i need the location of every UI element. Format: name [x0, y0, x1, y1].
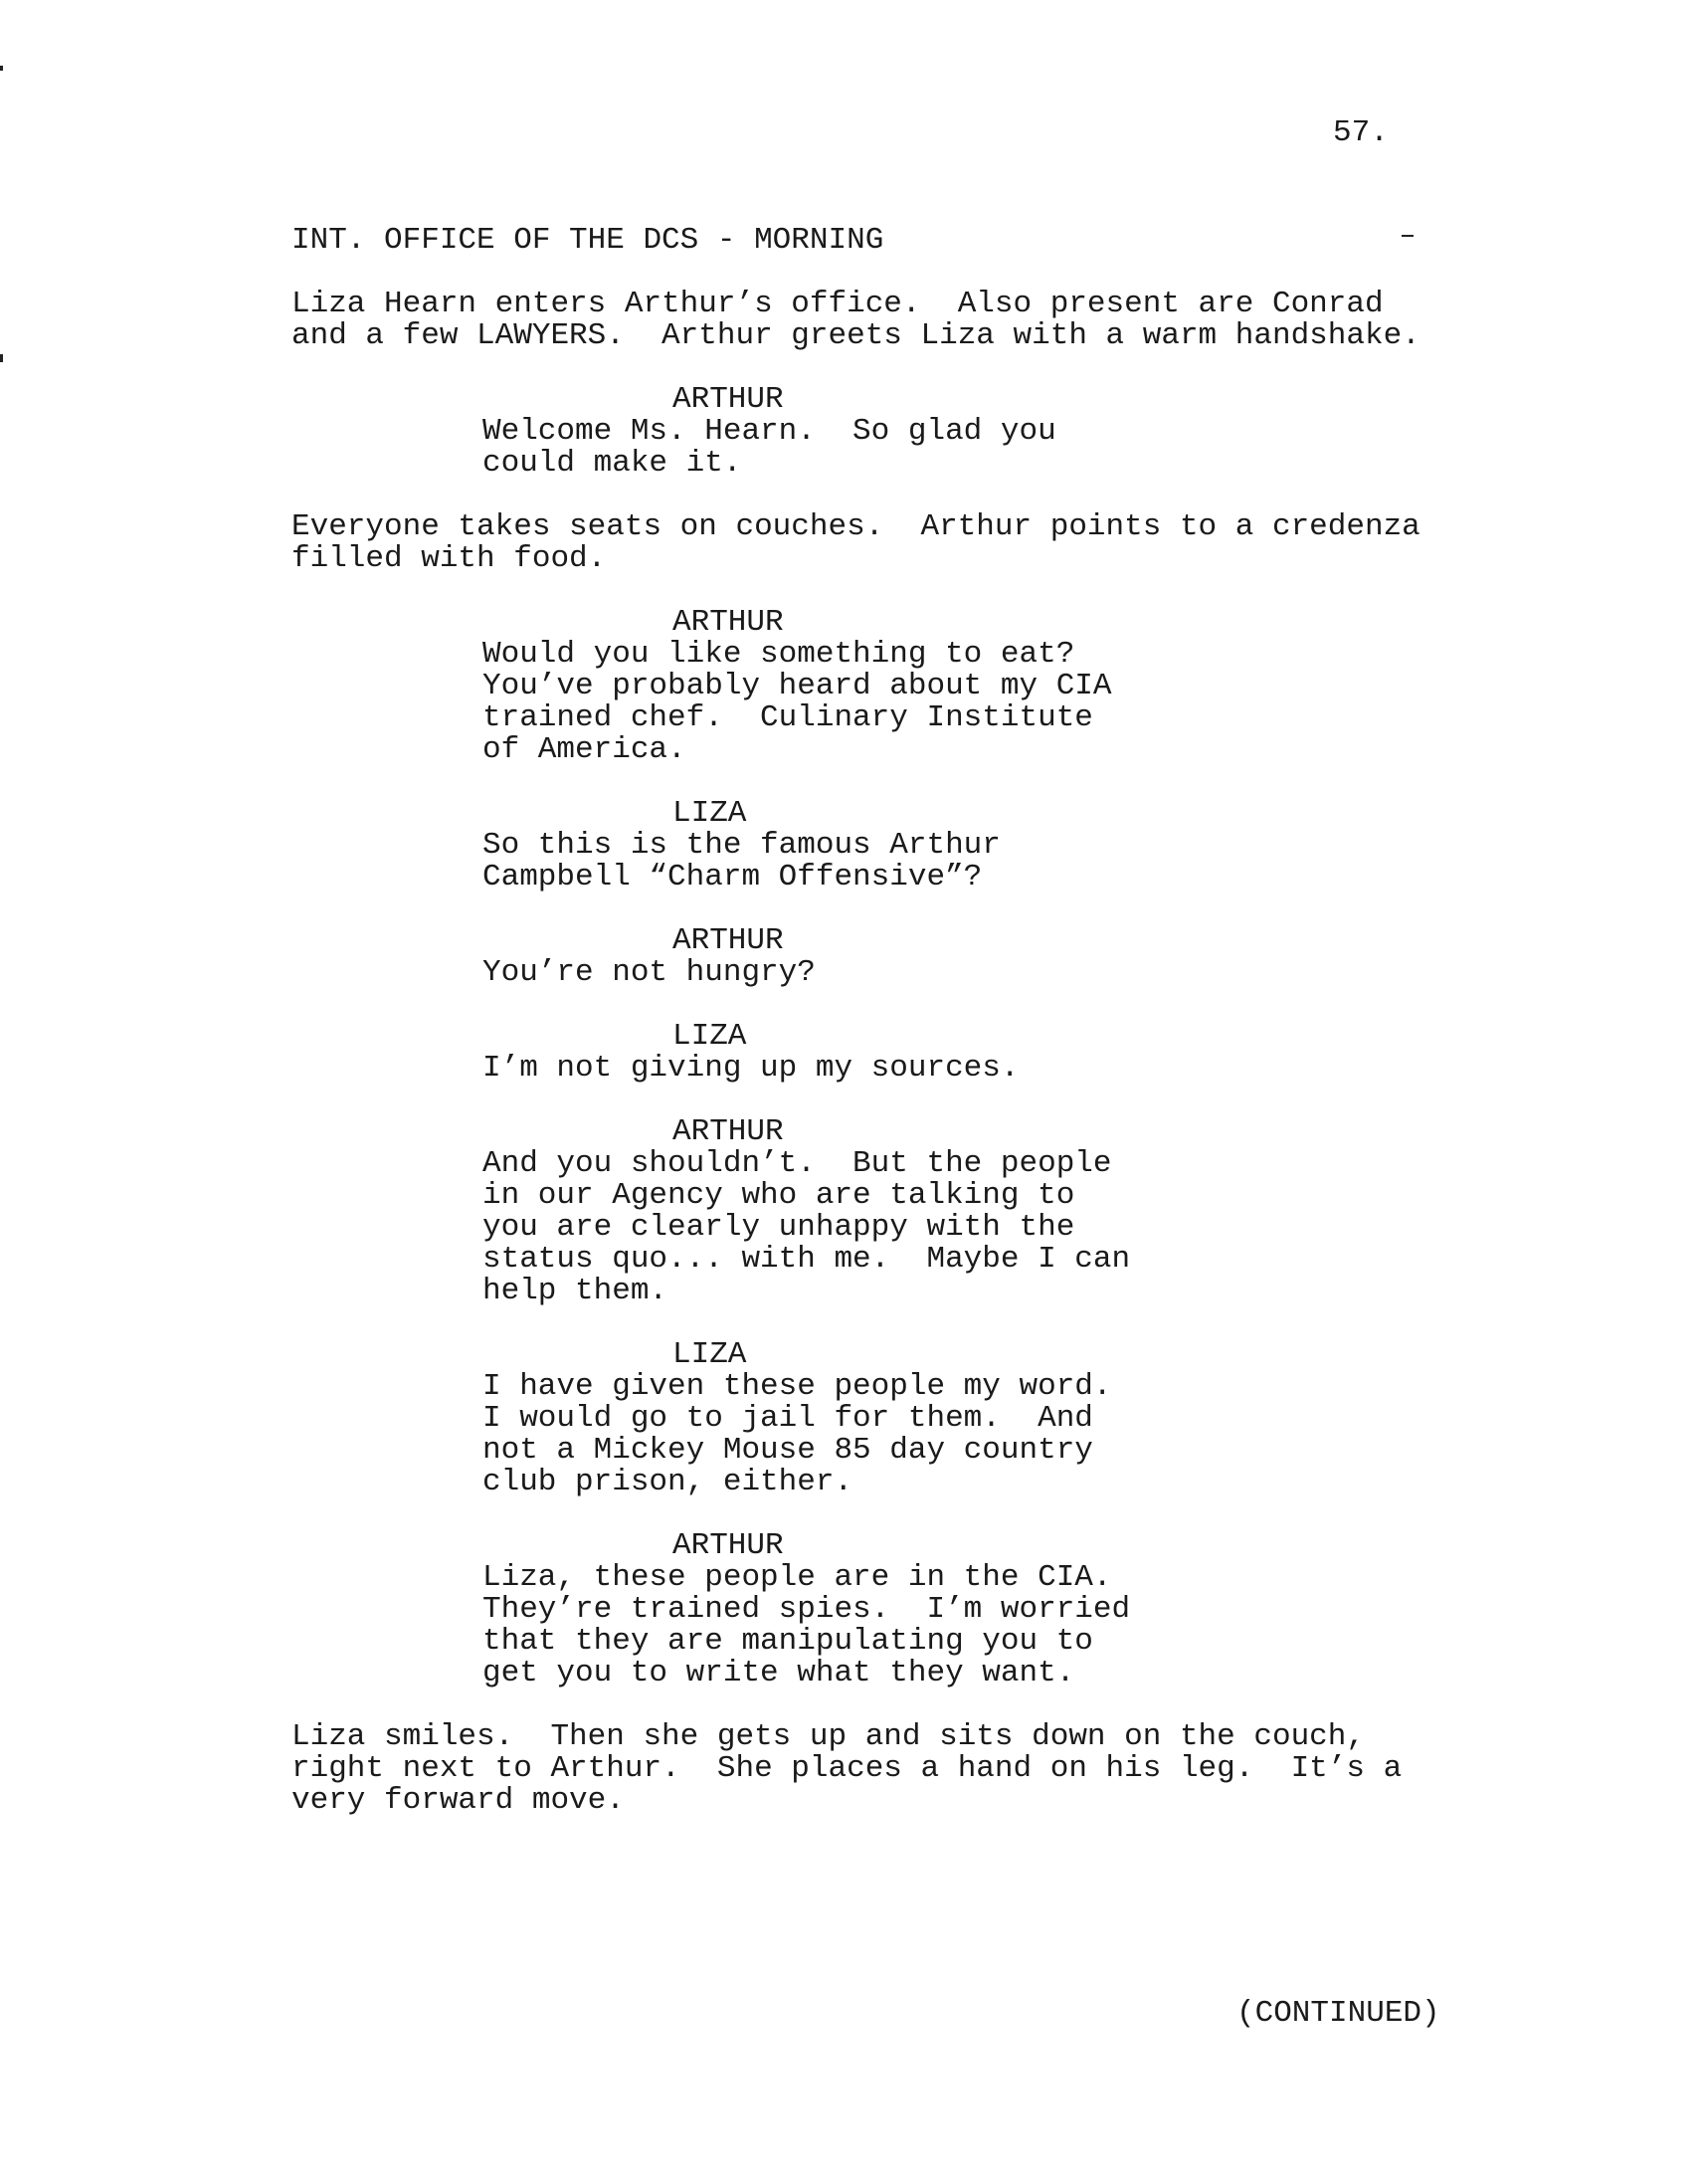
dialogue-text: Welcome Ms. Hearn. So glad you could make it. [482, 414, 1056, 481]
dialogue-block [291, 1021, 1465, 1085]
dialogue-block [291, 1339, 1465, 1498]
dialogue-block [291, 925, 1465, 989]
character-cue: LIZA [672, 1019, 747, 1054]
margin-mark [0, 354, 3, 362]
character-cue: ARTHUR [672, 1528, 784, 1563]
dialogue-block [291, 1530, 1465, 1689]
continued-marker: (CONTINUED) [1236, 1996, 1440, 2031]
dialogue-text: Liza, these people are in the CIA. They’re trained spies. I’m worried that they are manipulating you to get you to write what they want. [482, 1560, 1131, 1690]
dialogue-block [291, 384, 1465, 480]
character-cue: ARTHUR [672, 923, 784, 958]
dialogue-text: And you shouldn’t. But the people in our Agency who are talking to you are clearly unhappy with the status quo... with me. Maybe I can help them. [482, 1146, 1131, 1308]
character-cue: ARTHUR [672, 1114, 784, 1149]
action-line: Everyone takes seats on couches. Arthur points to a credenza filled with food. [291, 509, 1420, 576]
dialogue-text: I’m not giving up my sources. [482, 1051, 1020, 1086]
dialogue-text: Would you like something to eat? You’ve probably heard about my CIA trained chef. Culinary Institute of America. [482, 637, 1112, 767]
dialogue-text: You’re not hungry? [482, 955, 816, 990]
dialogue-text: I have given these people my word. I would go to jail for them. And not a Mickey Mouse 85 day country club prison, either. [482, 1369, 1112, 1499]
character-cue: ARTHUR [672, 382, 784, 417]
action-line: Liza Hearn enters Arthur’s office. Also present are Conrad and a few LAWYERS. Arthur greets Liza with a warm handshake. [291, 287, 1420, 353]
character-cue: LIZA [672, 796, 747, 831]
dialogue-block [291, 798, 1465, 893]
character-cue: ARTHUR [672, 605, 784, 640]
scene-heading: INT. OFFICE OF THE DCS - MORNING [291, 223, 884, 258]
script-body [291, 225, 1465, 1849]
dialogue-block [291, 1116, 1465, 1307]
dialogue-block [291, 607, 1465, 766]
page-number: 57. [1333, 115, 1389, 150]
margin-mark [0, 66, 3, 71]
character-cue: LIZA [672, 1337, 747, 1372]
action-line: Liza smiles. Then she gets up and sits down on the couch, right next to Arthur. She places a hand on his leg. It’s a very forward move. [291, 1719, 1403, 1818]
dialogue-text: So this is the famous Arthur Campbell “Charm Offensive”? [482, 828, 1001, 894]
